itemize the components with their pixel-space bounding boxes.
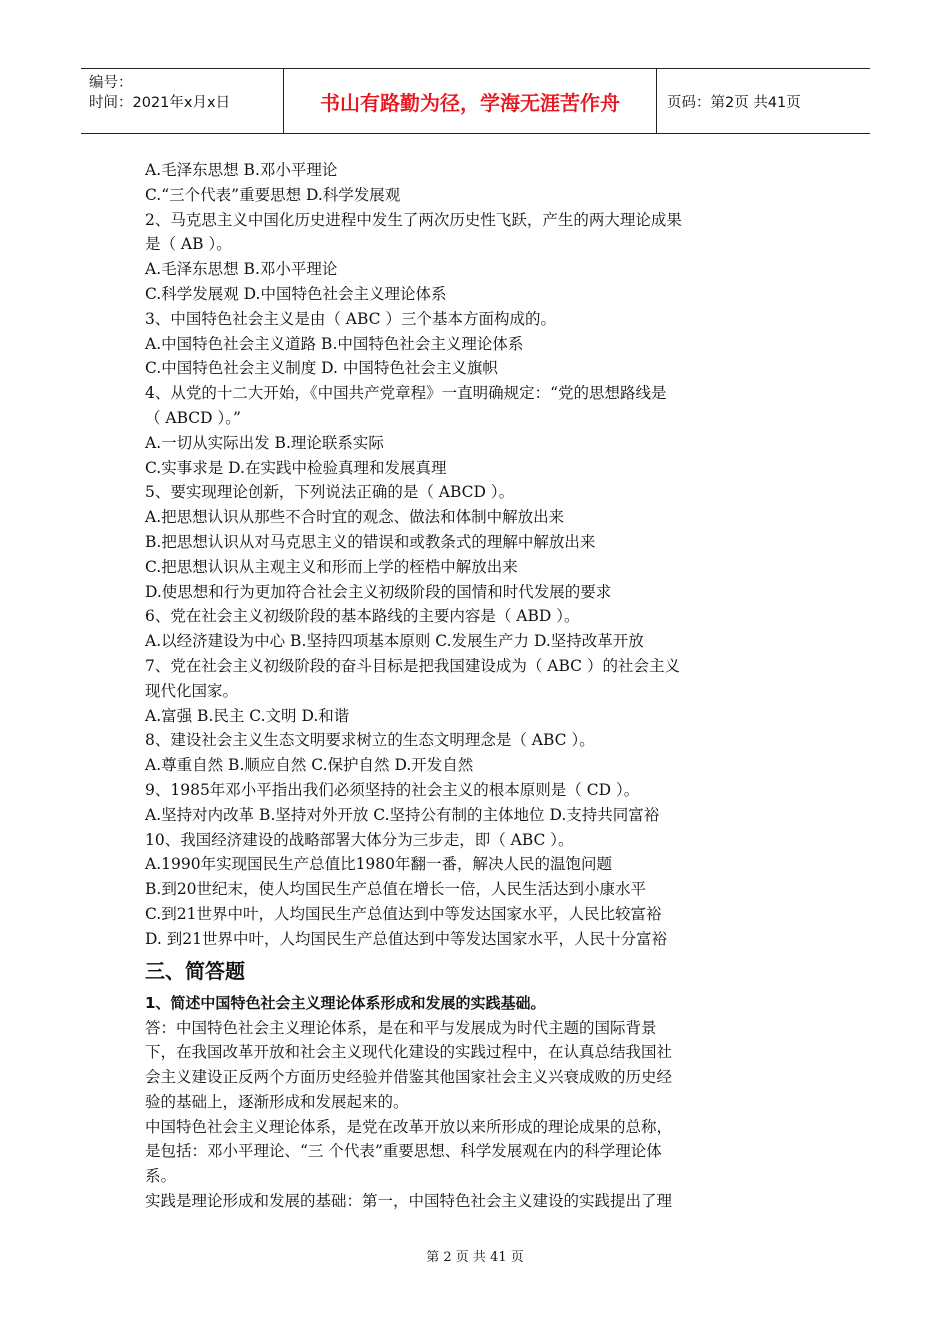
text-line: （ ABCD ）。” xyxy=(145,408,241,427)
text-line: D. 到21世界中叶，人均国民生产总值达到中等发达国家水平，人民十分富裕 xyxy=(145,929,667,948)
answer-line: 下，在我国改革开放和社会主义现代化建设的实践过程中，在认真总结我国社 xyxy=(145,1043,673,1062)
answer-line: 实践是理论形成和发展的基础：第一，中国特色社会主义建设的实践提出了理 xyxy=(145,1192,673,1211)
header-meta xyxy=(81,69,284,133)
text-line: 6、党在社会主义初级阶段的基本路线的主要内容是（ ABD ）。 xyxy=(145,607,580,626)
question-title: 1、简述中国特色社会主义理论体系形成和发展的实践基础。 xyxy=(145,993,546,1012)
text-line: C.“三个代表”重要思想 D.科学发展观 xyxy=(145,185,401,204)
answer-line: 验的基础上，逐渐形成和发展起来的。 xyxy=(145,1092,409,1111)
answer-line: 是包括：邓小平理论、“三 个代表”重要思想、科学发展观在内的科学理论体 xyxy=(145,1142,662,1161)
text-line: C.科学发展观 D.中国特色社会主义理论体系 xyxy=(145,284,447,303)
text-line: 3、中国特色社会主义是由（ ABC ）三个基本方面构成的。 xyxy=(145,309,556,328)
text-line: 5、要实现理论创新，下列说法正确的是（ ABCD ）。 xyxy=(145,483,515,502)
text-line: 9、1985年邓小平指出我们必须坚持的社会主义的根本原则是（ CD ）。 xyxy=(145,780,640,799)
text-line: A.一切从实际出发 B.理论联系实际 xyxy=(145,433,384,452)
text-line: 7、党在社会主义初级阶段的奋斗目标是把我国建设成为（ ABC ）的社会主义 xyxy=(145,656,680,675)
answer-line: 会主义建设正反两个方面历史经验并借鉴其他国家社会主义兴衰成败的历史经 xyxy=(145,1068,673,1087)
document-code-label: 编号： xyxy=(89,75,133,91)
text-line: C.把思想认识从主观主义和形而上学的桎梏中解放出来 xyxy=(145,557,518,576)
text-line: A.尊重自然 B.顺应自然 C.保护自然 D.开发自然 xyxy=(145,756,474,775)
text-line: C.到21世界中叶，人均国民生产总值达到中等发达国家水平，人民比较富裕 xyxy=(145,904,662,923)
header-page-info: 页码：第2页 共41页 xyxy=(667,94,801,111)
text-line: A.富强 B.民主 C.文明 D.和谐 xyxy=(145,706,350,725)
text-line: C.中国特色社会主义制度 D. 中国特色社会主义旗帜 xyxy=(145,359,498,378)
text-line: 是（ AB ）。 xyxy=(145,235,232,254)
text-line: 现代化国家。 xyxy=(145,681,239,700)
text-line: A.1990年实现国民生产总值比1980年翻一番，解决人民的温饱问题 xyxy=(145,855,613,874)
text-line: 10、我国经济建设的战略部署大体分为三步走，即（ ABC ）。 xyxy=(145,830,574,849)
section-title: 三、简答题 xyxy=(145,958,245,983)
page-header xyxy=(81,68,870,134)
text-line: 2、马克思主义中国化历史进程中发生了两次历史性飞跃，产生的两大理论成果 xyxy=(145,210,682,229)
text-line: A.坚持对内改革 B.坚持对外开放 C.坚持公有制的主体地位 D.支持共同富裕 xyxy=(145,805,660,824)
document-body xyxy=(145,158,815,1214)
text-line: A.毛泽东思想 B.邓小平理论 xyxy=(145,260,338,279)
text-line: B.把思想认识从对马克思主义的错误和或教条式的理解中解放出来 xyxy=(145,532,596,551)
header-motto: 书山有路勤为径，学海无涯苦作舟 xyxy=(284,69,657,133)
document-time: 时间：2021年x月x日 xyxy=(89,95,231,111)
text-line: A.中国特色社会主义道路 B.中国特色社会主义理论体系 xyxy=(145,334,524,353)
text-line: A.把思想认识从那些不合时宜的观念、做法和体制中解放出来 xyxy=(145,508,565,527)
text-line: 8、建设社会主义生态文明要求树立的生态文明理念是（ ABC ）。 xyxy=(145,731,595,750)
answer-line: 答：中国特色社会主义理论体系，是在和平与发展成为时代主题的国际背景 xyxy=(145,1018,657,1037)
text-line: 4、从党的十二大开始，《中国共产党章程》一直明确规定：“党的思想路线是 xyxy=(145,384,667,403)
page-footer: 第 2 页 共 41 页 xyxy=(426,1250,524,1265)
text-line: D.使思想和行为更加符合社会主义初级阶段的国情和时代发展的要求 xyxy=(145,582,612,601)
text-line: A.毛泽东思想 B.邓小平理论 xyxy=(145,161,338,179)
text-line: A.以经济建设为中心 B.坚持四项基本原则 C.发展生产力 D.坚持改革开放 xyxy=(145,632,644,651)
text-line: C.实事求是 D.在实践中检验真理和发展真理 xyxy=(145,458,447,477)
text-line: B.到20世纪末，使人均国民生产总值在增长一倍，人民生活达到小康水平 xyxy=(145,880,647,899)
answer-line: 中国特色社会主义理论体系，是党在改革开放以来所形成的理论成果的总称， xyxy=(145,1117,673,1136)
answer-line: 系。 xyxy=(145,1167,177,1186)
